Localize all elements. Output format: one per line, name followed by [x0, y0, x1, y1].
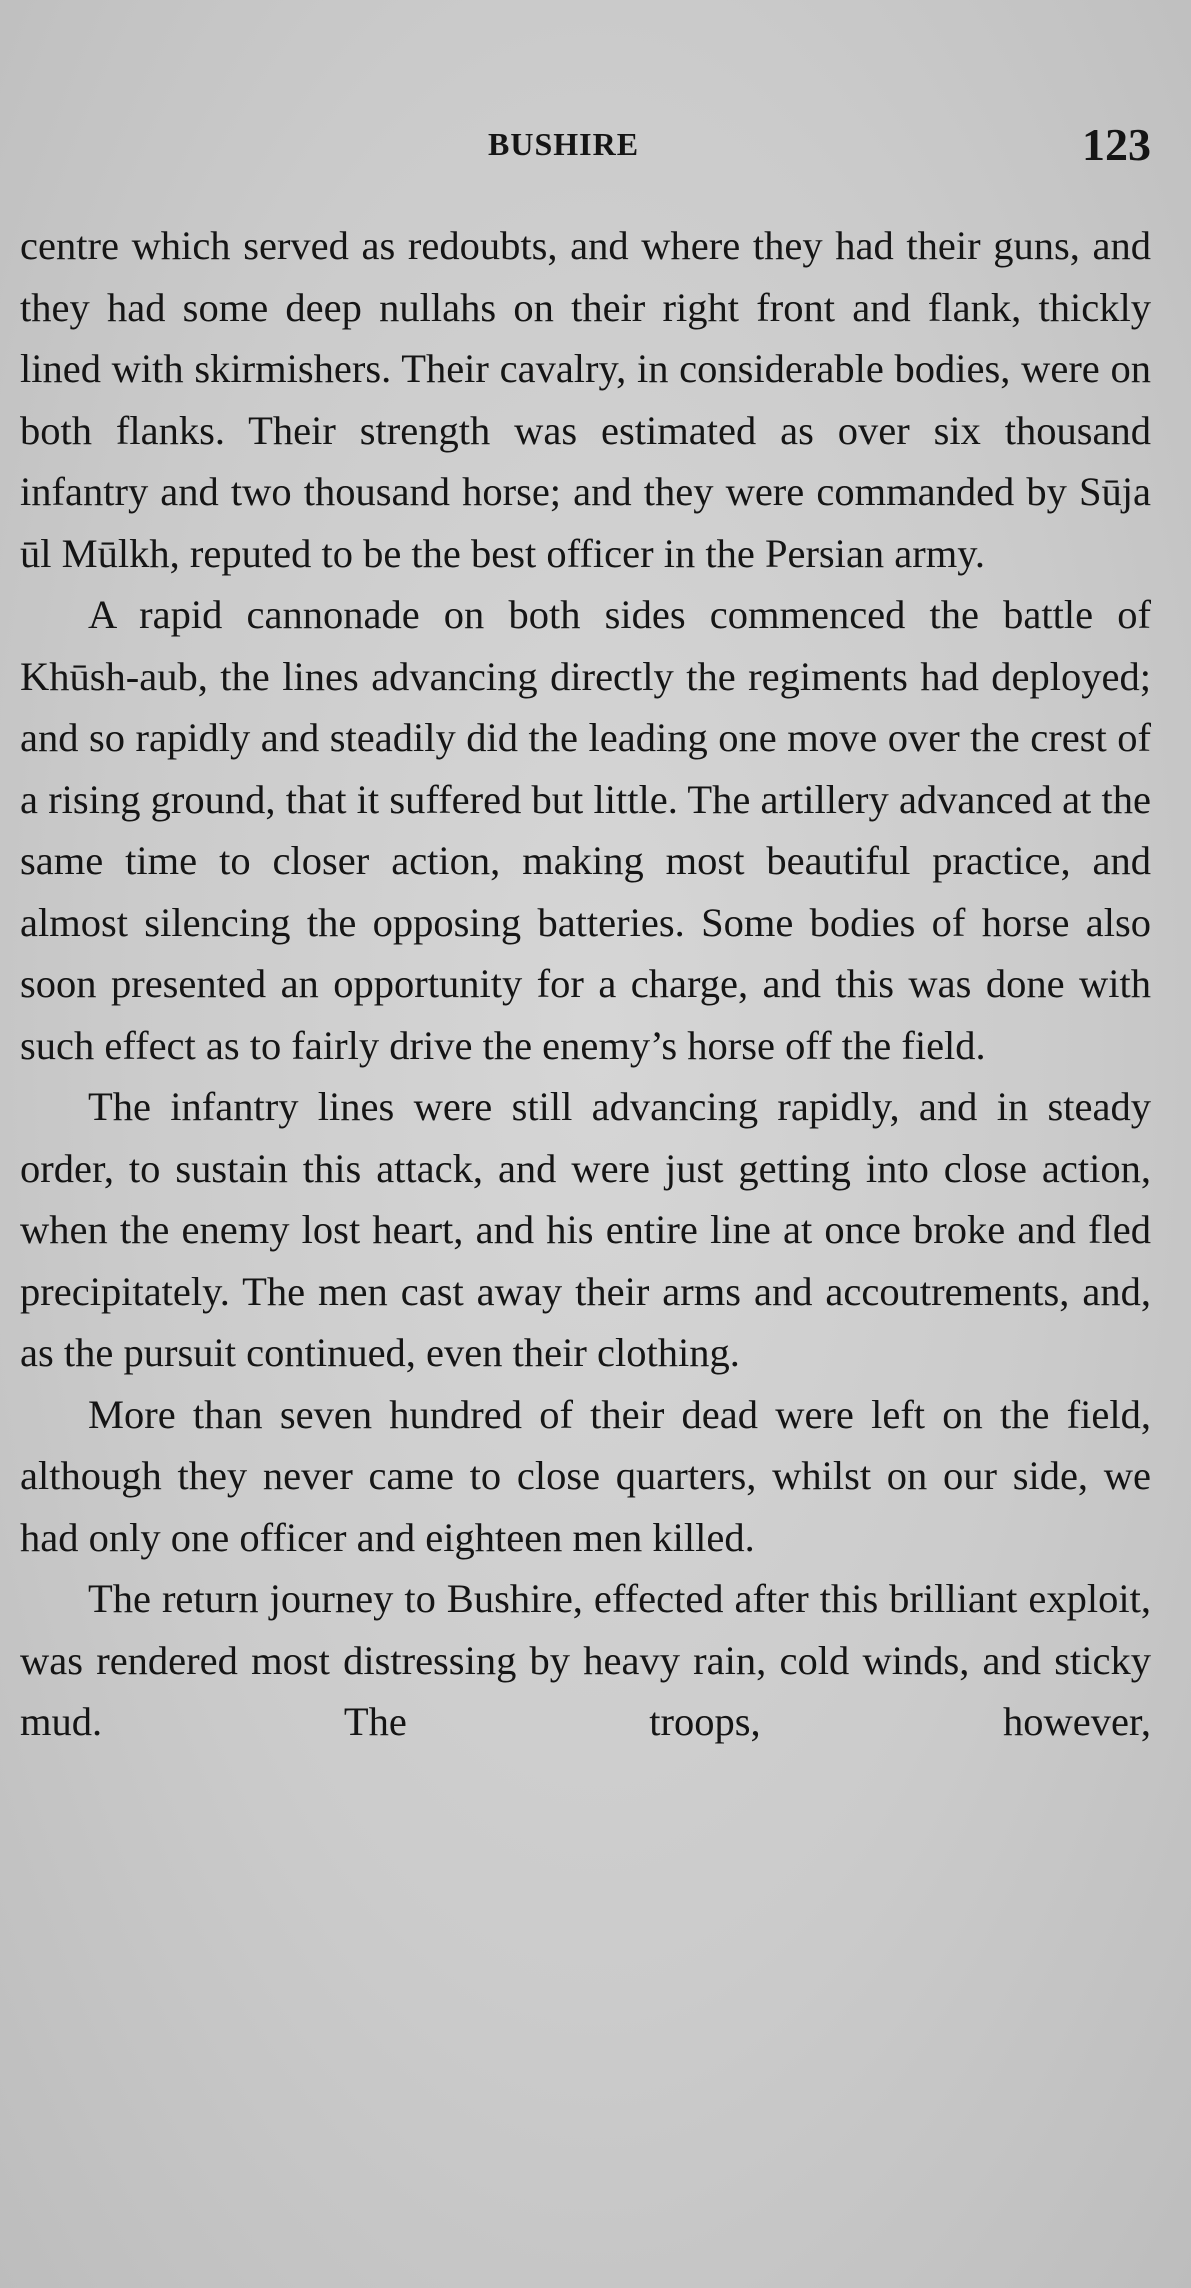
page-number: 123	[1082, 119, 1151, 170]
paragraph-casualties: More than seven hundred of their dead were left on the field, although they never came to close quarters, whilst on our side, we had only one officer and eighteen men killed.	[20, 1391, 1151, 1560]
paragraph-infantry: The infantry lines were still advancing rapidly, and in steady order, to sustain this attack, and were just getting into close action, when the enemy lost heart, and his entire line at once broke and fled precipitately. The men cast away their arms and accoutrements, and, as the pursuit continued, even their clothing.	[20, 1084, 1151, 1375]
running-head	[0, 118, 1191, 178]
paragraph-continued: centre which served as redoubts, and where they had their guns, and they had some deep nullahs on their right front and flank, thickly lined with skirmishers. Their cavalry, in considerable bodies, were on both flanks. Their strength was estimated as over six thousand infantry and two thousand horse; and they were commanded by Sūja ūl Mūlkh, reputed to be the best officer in the Persian army.	[20, 223, 1151, 576]
paragraph-return-journey: The return journey to Bushire, effected after this brilliant exploit, was rendered most distressing by heavy rain, cold winds, and sticky mud. The troops, however,	[20, 1576, 1151, 1744]
paragraph-cannonade: A rapid cannonade on both sides commenced the battle of Khūsh-aub, the lines advancing directly the regiments had deployed; and so rapidly and steadily did the leading one move over the crest of a rising ground, that it suffered but little. The artillery advanced at the same time to closer action, making most beautiful practice, and almost silencing the opposing batteries. Some bodies of horse also soon presented an opportunity for a charge, and this was done with such effect as to fairly drive the enemy’s horse off the field.	[20, 592, 1151, 1068]
running-title: BUSHIRE	[488, 126, 640, 162]
body-text	[20, 215, 1151, 1753]
